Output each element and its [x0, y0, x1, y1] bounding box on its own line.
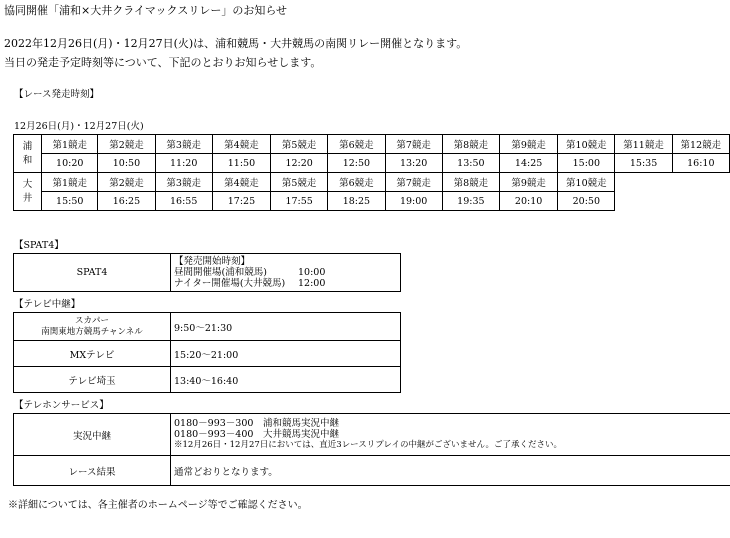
urawa-race-label: 第4競走 [212, 135, 270, 154]
empty-cell [672, 173, 729, 192]
intro-line-1: 2022年12月26日(月)・12月27日(火)は、浦和競馬・大井競馬の南関リレー開催となります。 [4, 37, 468, 50]
phone-live-info [171, 414, 730, 456]
tv-time-saitama: 13:40～16:40 [171, 367, 401, 393]
urawa-race-label: 第8競走 [442, 135, 499, 154]
oi-race-time: 20:10 [499, 192, 557, 211]
urawa-race-time: 15:00 [558, 154, 615, 173]
urawa-race-label: 第10競走 [558, 135, 615, 154]
oi-race-label: 第2競走 [98, 173, 155, 192]
sale-time-day: 10:00 [298, 267, 326, 278]
footer-note: ※詳細については、各主催者のホームページ等でご確認ください。 [8, 500, 308, 511]
oi-race-time: 19:35 [442, 192, 499, 211]
oi-race-label: 第5競走 [271, 173, 328, 192]
page-title: 協同開催「浦和×大井クライマックスリレー」のお知らせ [4, 4, 288, 17]
oi-race-time: 16:25 [98, 192, 155, 211]
tv-heading: 【テレビ中継】 [14, 299, 81, 310]
tv-channel-mx: MXテレビ [14, 341, 171, 367]
phone-results-label: レース結果 [14, 456, 171, 486]
sale-heading: 【発売開始時刻】 [174, 256, 251, 267]
race-section-heading: 【レース発走時刻】 [14, 89, 100, 100]
urawa-race-label: 第7競走 [385, 135, 442, 154]
tv-time-mx: 15:20～21:00 [171, 341, 401, 367]
phone-table [13, 413, 730, 486]
urawa-race-time: 15:35 [615, 154, 672, 173]
empty-cell [615, 173, 672, 192]
phone-results-text: 通常どおりとなります。 [171, 456, 730, 486]
venue-label-urawa: 浦 和 [14, 135, 42, 173]
urawa-race-time: 11:50 [212, 154, 270, 173]
urawa-race-label: 第12競走 [672, 135, 729, 154]
oi-race-time: 19:00 [385, 192, 442, 211]
tv-channel-sky: スカパー 南関東地方競馬チャンネル [14, 313, 171, 341]
oi-race-label: 第7競走 [385, 173, 442, 192]
urawa-race-label: 第9競走 [499, 135, 557, 154]
urawa-race-label: 第3競走 [155, 135, 212, 154]
phone-live-label: 実況中継 [14, 414, 171, 456]
oi-race-label: 第9競走 [499, 173, 557, 192]
oi-race-time: 20:50 [558, 192, 615, 211]
empty-cell [615, 192, 672, 211]
oi-race-time: 15:50 [42, 192, 98, 211]
sale-time-night: 12:00 [298, 278, 326, 289]
phone-note: ※12月26日・12月27日においては、直近3レースリプレイの中継がございません。ご了承ください。 [174, 440, 562, 450]
oi-race-label: 第8競走 [442, 173, 499, 192]
phone-heading: 【テレホンサービス】 [14, 400, 109, 411]
urawa-race-time: 13:50 [442, 154, 499, 173]
urawa-race-label: 第5競走 [271, 135, 328, 154]
oi-race-label: 第1競走 [42, 173, 98, 192]
spat4-name: SPAT4 [14, 254, 171, 292]
sale-label-day: 昼間開催場(浦和競馬) [174, 267, 267, 278]
urawa-race-time: 10:20 [42, 154, 98, 173]
urawa-race-label: 第11競走 [615, 135, 672, 154]
tv-table [13, 312, 401, 393]
urawa-race-time: 12:20 [271, 154, 328, 173]
race-date: 12月26日(月)・12月27日(火) [14, 121, 144, 132]
oi-race-time: 17:25 [212, 192, 270, 211]
oi-race-label: 第6競走 [328, 173, 385, 192]
tv-channel-saitama: テレビ埼玉 [14, 367, 171, 393]
venue-label-oi: 大 井 [14, 173, 42, 211]
oi-race-time: 18:25 [328, 192, 385, 211]
spat4-table [13, 253, 401, 292]
phone-line-oi: 0180－993－400 大井競馬実況中継 [174, 429, 339, 440]
oi-race-time: 17:55 [271, 192, 328, 211]
oi-race-label: 第4競走 [212, 173, 270, 192]
urawa-race-time: 12:50 [328, 154, 385, 173]
oi-race-label: 第3競走 [155, 173, 212, 192]
oi-race-label: 第10競走 [558, 173, 615, 192]
sale-label-night: ナイター開催場(大井競馬) [174, 278, 286, 289]
spat4-sale-times [171, 254, 401, 292]
race-time-table [13, 134, 730, 211]
empty-cell [672, 192, 729, 211]
spat4-heading: 【SPAT4】 [14, 240, 64, 251]
urawa-race-time: 11:20 [155, 154, 212, 173]
phone-line-urawa: 0180－993－300 浦和競馬実況中継 [174, 418, 339, 429]
urawa-race-time: 10:50 [98, 154, 155, 173]
tv-time-sky: 9:50～21:30 [171, 313, 401, 341]
intro-line-2: 当日の発走予定時刻等について、下記のとおりお知らせします。 [4, 56, 322, 69]
oi-race-time: 16:55 [155, 192, 212, 211]
urawa-race-time: 13:20 [385, 154, 442, 173]
urawa-race-label: 第1競走 [42, 135, 98, 154]
urawa-race-label: 第2競走 [98, 135, 155, 154]
urawa-race-time: 14:25 [499, 154, 557, 173]
urawa-race-time: 16:10 [672, 154, 729, 173]
urawa-race-label: 第6競走 [328, 135, 385, 154]
